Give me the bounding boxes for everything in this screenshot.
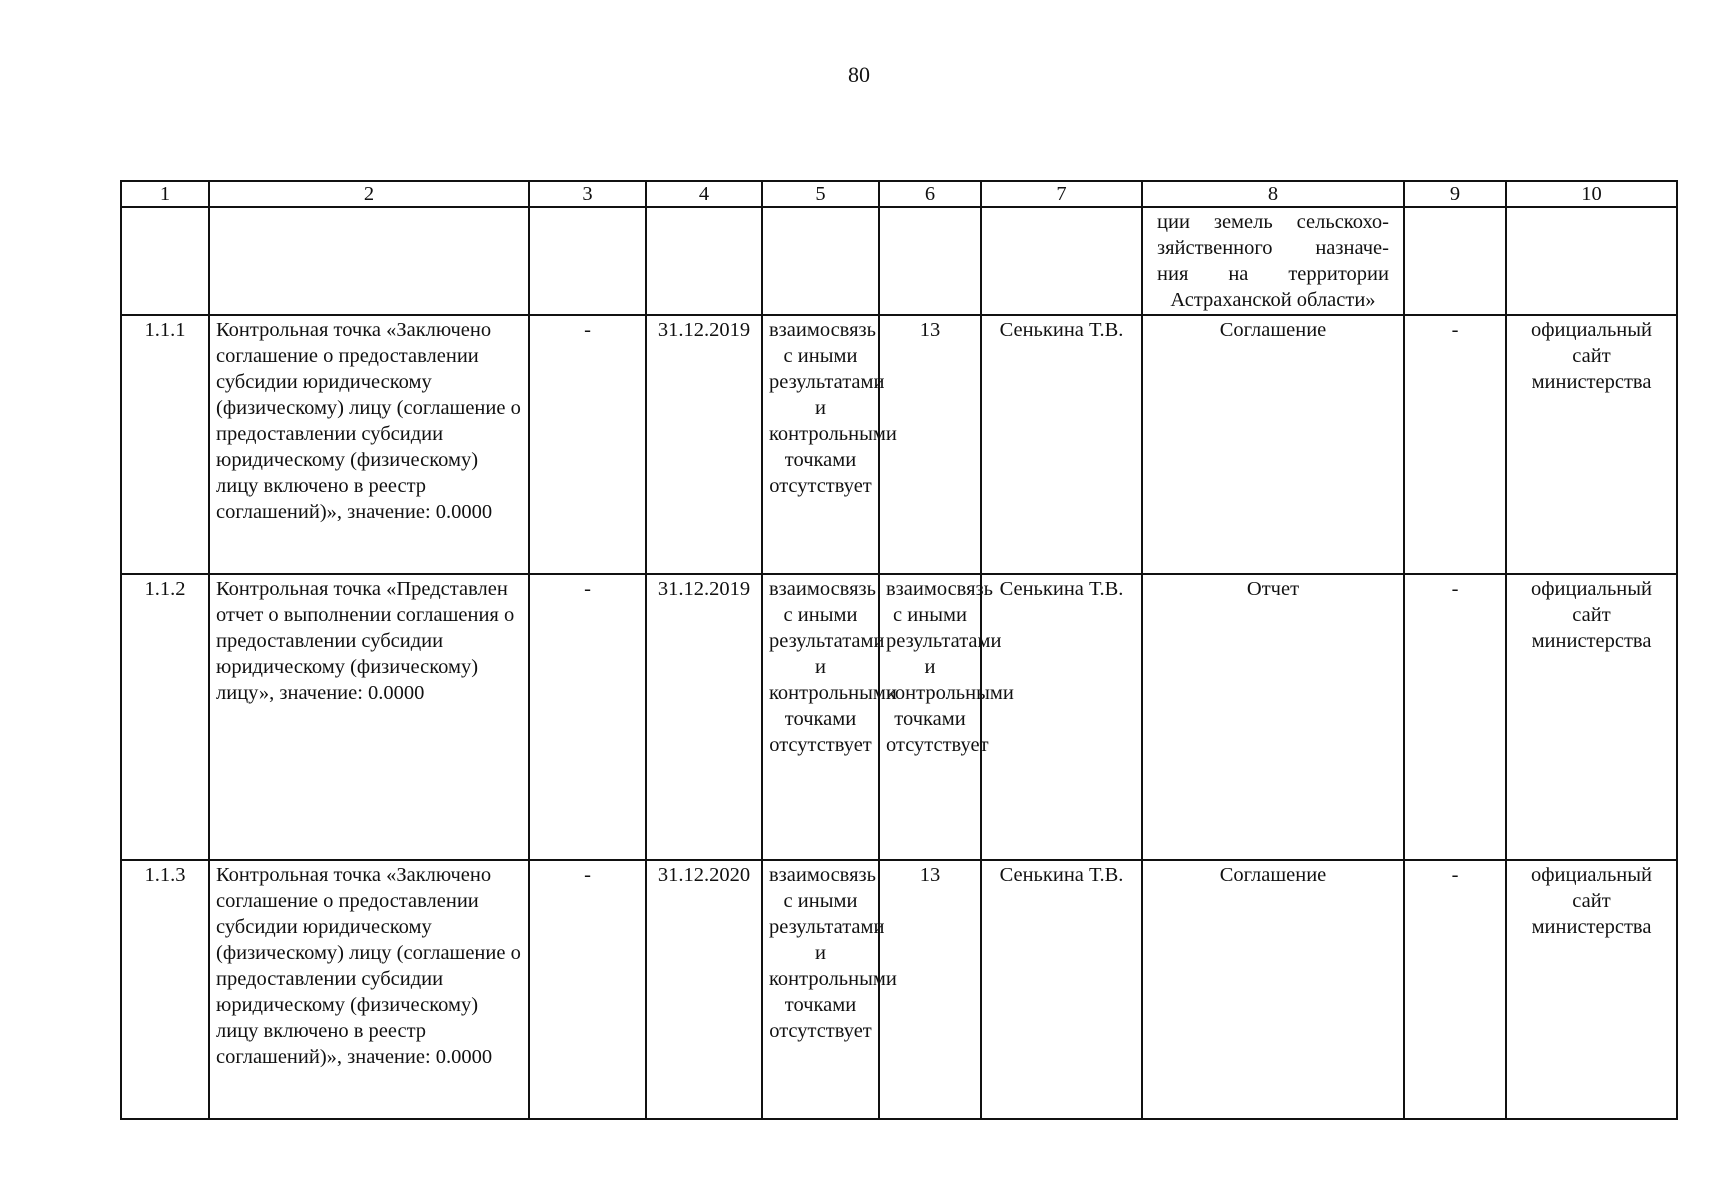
responsible-cell: Сенькина Т.В.	[981, 860, 1142, 1119]
col3-value: -	[529, 574, 646, 860]
col6-value: 13	[879, 860, 981, 1119]
continuation-line: Астраханской области»	[1170, 289, 1376, 311]
header-cell: 4	[646, 181, 762, 207]
table-row	[121, 315, 1677, 574]
table-row	[121, 860, 1677, 1119]
col9-value: -	[1404, 860, 1506, 1119]
col9-value: -	[1404, 574, 1506, 860]
continuation-row	[121, 207, 1677, 315]
continuation-cell	[1142, 207, 1404, 315]
row-description: Контрольная точка «Заключено соглашение о предоставлении субсидии юридическому (физическому) лицу (соглашение о предоставлении субсидии юридическому (физическому) лицу включено в реестр соглашений)», значение: 0.0000	[209, 860, 529, 1119]
continuation-line: зяйственного назначе-	[1157, 237, 1389, 259]
date-cell: 31.12.2020	[646, 860, 762, 1119]
col6-value: взаимосвязь с иными результатами и контрольными точками отсутствует	[879, 574, 981, 860]
row-description: Контрольная точка «Заключено соглашение о предоставлении субсидии юридическому (физическому) лицу (соглашение о предоставлении субсидии юридическому (физическому) лицу включено в реестр соглашений)», значение: 0.0000	[209, 315, 529, 574]
header-cell: 2	[209, 181, 529, 207]
continuation-line: ции земель сельскохо-	[1157, 211, 1389, 233]
document-cell: Соглашение	[1142, 860, 1404, 1119]
header-cell: 7	[981, 181, 1142, 207]
responsible-cell: Сенькина Т.В.	[981, 574, 1142, 860]
col6-value: 13	[879, 315, 981, 574]
col9-value: -	[1404, 315, 1506, 574]
row-number: 1.1.2	[121, 574, 209, 860]
col5-value: взаимосвязь с иными результатами и контрольными точками отсутствует	[762, 860, 879, 1119]
publication-cell: официальный сайт министерства	[1506, 574, 1677, 860]
header-cell: 1	[121, 181, 209, 207]
row-description: Контрольная точка «Представлен отчет о выполнении соглашения о предоставлении субсидии юридическому (физическому) лицу», значение: 0.0000	[209, 574, 529, 860]
col3-value: -	[529, 860, 646, 1119]
col3-value: -	[529, 315, 646, 574]
page-number: 80	[848, 62, 870, 87]
col5-value: взаимосвязь с иными результатами и контрольными точками отсутствует	[762, 574, 879, 860]
continuation-line: ния на территории	[1157, 263, 1389, 285]
document-table	[120, 180, 1678, 1120]
document-cell: Соглашение	[1142, 315, 1404, 574]
header-cell: 10	[1506, 181, 1677, 207]
col5-value: взаимосвязь с иными результатами и контрольными точками отсутствует	[762, 315, 879, 574]
header-cell: 8	[1142, 181, 1404, 207]
row-number: 1.1.3	[121, 860, 209, 1119]
document-cell: Отчет	[1142, 574, 1404, 860]
publication-cell: официальный сайт министерства	[1506, 315, 1677, 574]
date-cell: 31.12.2019	[646, 574, 762, 860]
responsible-cell: Сенькина Т.В.	[981, 315, 1142, 574]
row-number: 1.1.1	[121, 315, 209, 574]
table-row	[121, 574, 1677, 860]
date-cell: 31.12.2019	[646, 315, 762, 574]
header-cell: 9	[1404, 181, 1506, 207]
table-header-row	[121, 181, 1677, 207]
header-cell: 6	[879, 181, 981, 207]
header-cell: 5	[762, 181, 879, 207]
header-cell: 3	[529, 181, 646, 207]
publication-cell: официальный сайт министерства	[1506, 860, 1677, 1119]
